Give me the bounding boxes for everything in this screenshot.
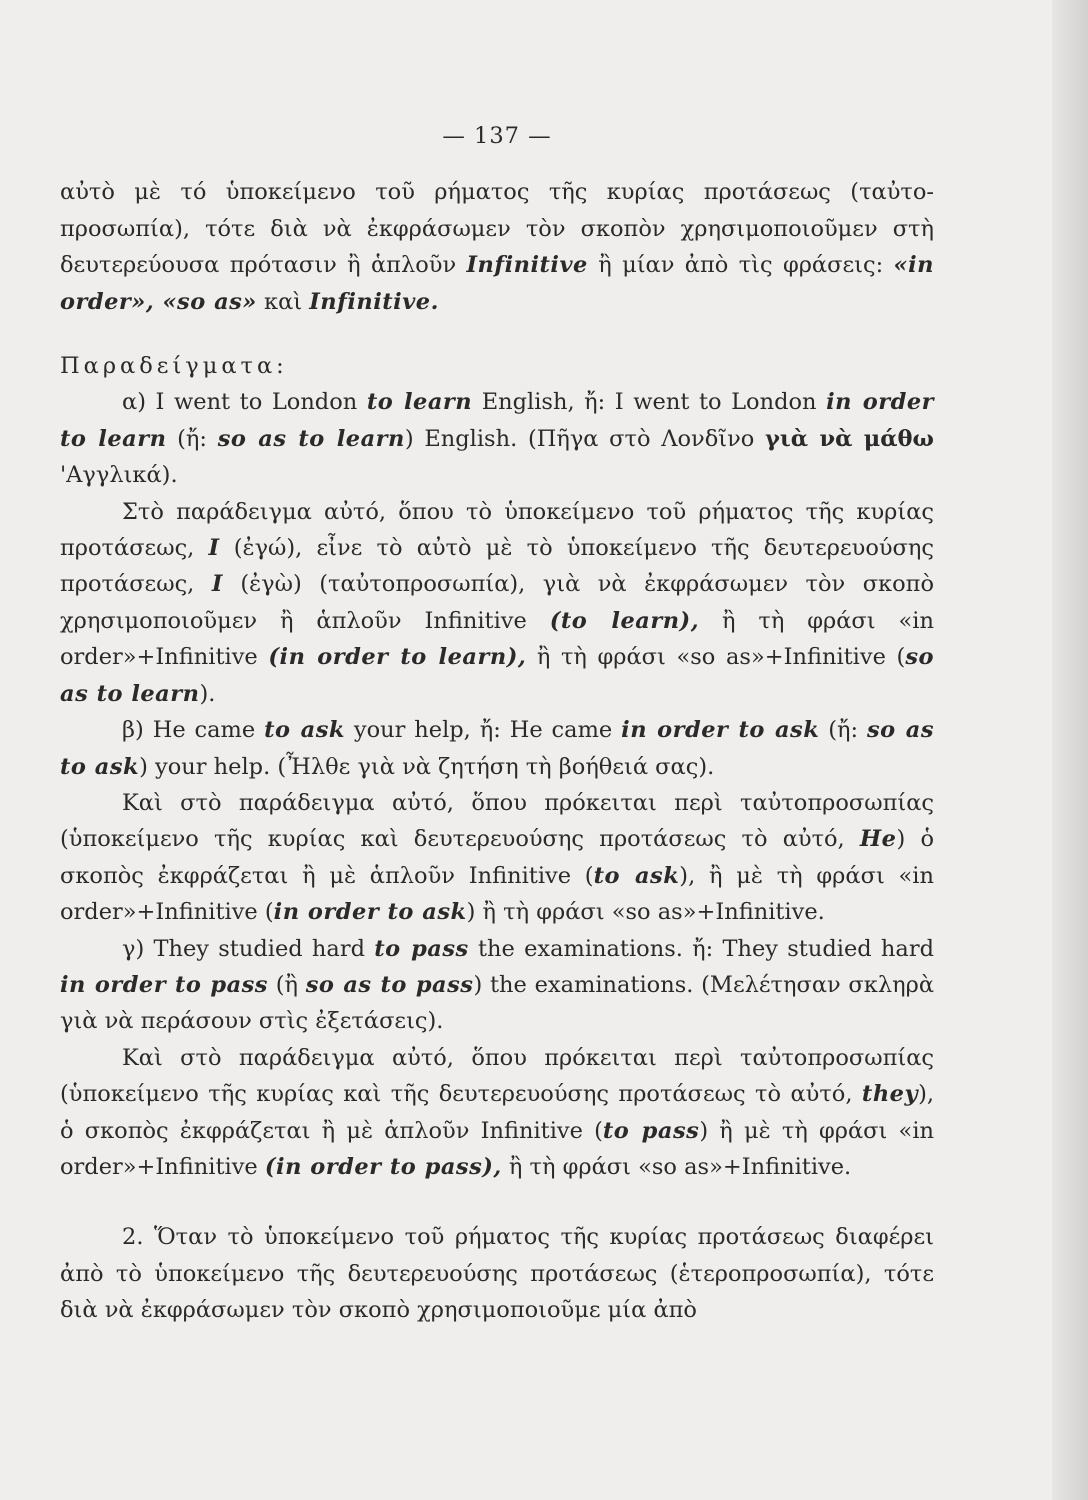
italic-run: they	[861, 1081, 919, 1108]
italic-run: (in order to learn),	[268, 644, 527, 671]
text-run: ἢ τὴ φράσι «so as»+Infinitive.	[501, 1153, 852, 1180]
italic-run: I	[208, 535, 220, 562]
example-a	[60, 384, 934, 493]
bold-run: γιὰ νὰ μάθω	[765, 425, 934, 452]
text-run: (ἤ:	[819, 717, 867, 744]
text-run: ), ἢ μὲ τὴ φράσι «in order»+Infinitive (	[60, 862, 934, 926]
text-run: γ) They studied hard	[122, 935, 375, 962]
italic-run: so as to learn	[60, 644, 935, 707]
text-run: your help, ἤ: He came	[344, 717, 622, 744]
text-run: (ἤ:	[166, 425, 218, 452]
paragraph-2: 2. Ὅταν τὸ ὑποκείμενο τοῦ ρήματος τῆς κυρίας προτάσεως διαφέρει ἀπὸ τὸ ὑποκείμενο τῆς δευτερευούσης προτάσεως (ἑτεροπροσωπία), τότε διὰ νὰ ἐκφράσωμεν τὸν σκοπὸ χρησιμοποιοῦμε μία ἀπὸ	[60, 1224, 934, 1324]
text-run: ἢ τὴ φράσι «in order»+Infinitive	[60, 607, 934, 671]
text-run: ) ὁ σκοπὸς ἐκφράζεται ἢ μὲ ἁπλοῦν Infinitive (	[60, 826, 934, 889]
italic-run: Infinitive	[466, 252, 588, 279]
italic-run: (to learn),	[549, 607, 700, 634]
italic-run: to ask	[593, 862, 680, 889]
text-run: the examinations. ἤ: They studied hard	[468, 935, 934, 962]
italic-run: in order to ask	[621, 717, 820, 744]
italic-run: in order to learn	[60, 389, 935, 452]
paragraph-intro	[60, 174, 934, 320]
book-page	[60, 118, 934, 1329]
text-run: ) the examinations. (Μελέτησαν σκληρὰ γιὰ νὰ περάσουν στὶς ἐξετάσεις).	[60, 971, 935, 1035]
example-c	[60, 931, 934, 1040]
italic-run: (in order to pass),	[264, 1153, 502, 1180]
italic-run: in order to ask	[273, 899, 467, 926]
text-run: ) ἢ τὴ φράσι «so as»+Infinitive.	[466, 899, 825, 926]
text-run: (ἐγώ), εἶνε τὸ αὐτὸ μὲ τὸ ὑποκείμενο τῆς δευτερευούσης προτάσεως,	[60, 535, 934, 598]
explanation-c	[60, 1040, 934, 1186]
text-run: ) your help. (Ἦλθε γιὰ νὰ ζητήση τὴ βοήθειά σας).	[139, 753, 715, 780]
italic-run: «in order», «so as»	[60, 252, 934, 315]
italic-run: in order to pass	[60, 971, 268, 998]
explanation-b	[60, 785, 934, 931]
italic-run: so as to pass	[305, 971, 474, 998]
text-run: καὶ	[256, 288, 310, 315]
italic-run: to pass	[602, 1117, 700, 1144]
text-run: ).	[199, 680, 216, 707]
text-run: Καὶ στὸ παράδειγμα αὐτό, ὅπου πρόκειται περὶ ταὐτοπροσωπίας (ὑποκείμενο τῆς κυρίας καὶ τῆς δευτερευούσης προτάσεως τὸ αὐτό,	[60, 1044, 934, 1108]
text-run: (ἢ	[267, 971, 306, 998]
text-run: ἢ τὴ φράσι «so as»+Infinitive (	[526, 644, 906, 671]
page-number: — 137 —	[442, 123, 552, 149]
text-run: α) I went to London	[122, 389, 367, 416]
example-b	[60, 712, 934, 785]
text-run: ) ἢ μὲ τὴ φράσι «in order»+Infinitive	[60, 1117, 935, 1180]
italic-run: He	[859, 826, 897, 853]
text-run: β) He came	[122, 717, 265, 744]
text-run: ) English. (Πῆγα στὸ Λονδῖνο	[404, 425, 766, 452]
text-run: ἢ μίαν ἀπὸ τὶς φράσεις:	[587, 252, 894, 279]
text-run: ), ὁ σκοπὸς ἐκφράζεται ἢ μὲ ἁπλοῦν Infinitive (	[60, 1081, 934, 1144]
text-run: Καὶ στὸ παράδειγμα αὐτό, ὅπου πρόκειται περὶ ταὐτοπροσωπίας (ὑποκείμενο τῆς κυρίας καὶ δευτερευούσης προτάσεως τὸ αὐτό,	[60, 789, 934, 853]
italic-run: I	[211, 571, 223, 598]
text-run: English, ἤ: I went to London	[472, 389, 827, 416]
italic-run: Infinitive.	[309, 288, 439, 315]
italic-run: so as to ask	[60, 717, 934, 780]
text-run: Στὸ παράδειγμα αὐτό, ὅπου τὸ ὑποκείμενο τοῦ ρήματος τῆς κυρίας προτάσεως,	[60, 498, 934, 562]
italic-run: to learn	[366, 389, 473, 416]
text-run: (ἐγὼ) (ταὐτοπροσωπία), γιὰ νὰ ἐκφράσωμεν τὸν σκοπὸ χρησιμοποιοῦμεν ἢ ἁπλοῦν Infinitive	[60, 571, 934, 634]
italic-run: so as to learn	[217, 425, 405, 452]
italic-run: to ask	[264, 717, 345, 744]
page-edge-shadow	[1052, 0, 1088, 1500]
italic-run: to pass	[374, 935, 469, 962]
examples-heading: Παραδείγματα:	[60, 353, 288, 380]
explanation-a	[60, 494, 934, 712]
text-run: αὐτὸ μὲ τό ὑποκείμενο τοῦ ρήματος τῆς κυρίας προτάσεως (ταὐτο-προσωπία), τότε διὰ νὰ ἐκφράσωμεν τὸν σκοπὸν χρησιμοποιοῦμεν στὴ δευτερεύουσα πρότασιν ἢ ἁπλοῦν	[60, 179, 934, 279]
text-run: 'Αγγλικά).	[60, 462, 178, 489]
